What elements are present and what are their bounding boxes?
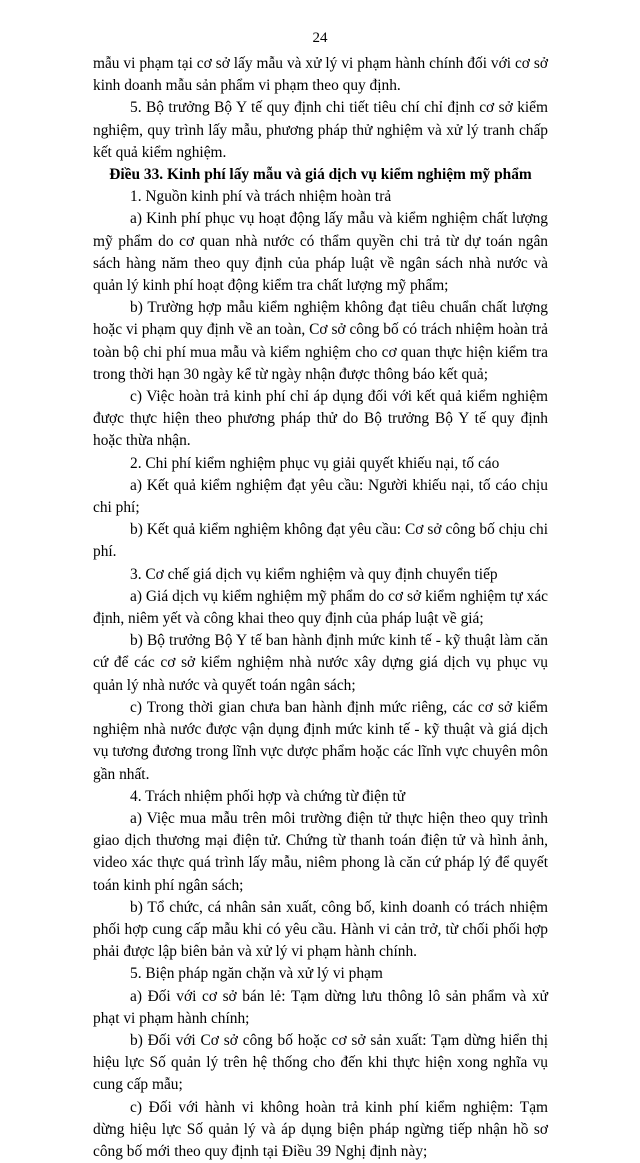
paragraph-4b: b) Tổ chức, cá nhân sản xuất, công bố, kinh doanh có trách nhiệm phối hợp cung cấp mẫu khi có yêu cầu. Hành vi cản trở, từ chối phối hợp phải được lập biên bản và xử lý vi phạm hành chính. (93, 898, 548, 961)
paragraph-5c: c) Đối với hành vi không hoàn trả kinh phí kiểm nghiệm: Tạm dừng hiệu lực Số quản lý và áp dụng biện pháp ngừng tiếp nhận hồ sơ công bố mới theo quy định tại Điều 39 Nghị định này; (93, 1098, 548, 1160)
paragraph-1b: b) Trường hợp mẫu kiểm nghiệm không đạt tiêu chuẩn chất lượng hoặc vi phạm quy định về an toàn, Cơ sở công bố có trách nhiệm hoàn trả toàn bộ chi phí mua mẫu và kiểm nghiệm cho cơ quan thực hiện kiểm tra trong thời hạn 30 ngày kể từ ngày nhận được thông báo kết quả; (93, 299, 548, 383)
paragraph-clause-5: 5. Bộ trưởng Bộ Y tế quy định chi tiết tiêu chí chỉ định cơ sở kiểm nghiệm, quy trình lấy mẫu, phương pháp thử nghiệm và xử lý tranh chấp kết quả kiểm nghiệm. (93, 99, 548, 161)
paragraph-1c: c) Việc hoàn trả kinh phí chỉ áp dụng đối với kết quả kiểm nghiệm được thực hiện theo phương pháp thử do Bộ trưởng Bộ Y tế quy định hoặc thừa nhận. (93, 388, 548, 450)
paragraph-clause-5b: 5. Biện pháp ngăn chặn và xử lý vi phạm (130, 965, 383, 983)
article-33-heading: Điều 33. Kinh phí lấy mẫu và giá dịch vụ kiểm nghiệm mỹ phẩm (109, 166, 532, 184)
paragraph-3c: c) Trong thời gian chưa ban hành định mức riêng, các cơ sở kiểm nghiệm nhà nước được vận dụng định mức kinh tế - kỹ thuật và giá dịch vụ tương đương trong lĩnh vực dược phẩm hoặc các lĩnh vực chuyên môn gần nhất. (93, 698, 548, 783)
paragraph-5b: b) Đối với Cơ sở công bố hoặc cơ sở sản xuất: Tạm dừng hiển thị hiệu lực Số quản lý trên hệ thống cho đến khi thực hiện xong nghĩa vụ cung cấp mẫu; (93, 1031, 548, 1094)
paragraph-clause-2: 2. Chi phí kiểm nghiệm phục vụ giải quyết khiếu nại, tố cáo (130, 454, 500, 472)
paragraph-clause-1: 1. Nguồn kinh phí và trách nhiệm hoàn trả (130, 188, 392, 206)
document-body (93, 53, 548, 1163)
paragraph-4a: a) Việc mua mẫu trên môi trường điện tử thực hiện theo quy trình giao dịch thương mại điện tử. Chứng từ thanh toán điện tử và hình ảnh, video xác thực quá trình lấy mẫu, niêm phong là căn cứ pháp lý để quyết toán kinh phí ngân sách; (93, 809, 548, 894)
paragraph-3a: a) Giá dịch vụ kiểm nghiệm mỹ phẩm do cơ sở kiểm nghiệm tự xác định, niêm yết và công khai theo quy định của pháp luật về giá; (93, 587, 548, 628)
paragraph-clause-3: 3. Cơ chế giá dịch vụ kiểm nghiệm và quy định chuyển tiếp (130, 565, 498, 583)
page-number: 24 (312, 30, 328, 46)
paragraph-3b: b) Bộ trưởng Bộ Y tế ban hành định mức kinh tế - kỹ thuật làm căn cứ để các cơ sở kiểm nghiệm nhà nước xây dựng giá dịch vụ phục vụ quản lý nhà nước và quyết toán ngân sách; (93, 632, 548, 694)
paragraph-1a: a) Kinh phí phục vụ hoạt động lấy mẫu và kiểm nghiệm chất lượng mỹ phẩm do cơ quan nhà nước có thẩm quyền chi trả từ dự toán ngân sách hàng năm theo quy định của pháp luật về ngân sách nhà nước và quản lý kinh phí hoạt động kiểm tra chất lượng mỹ phẩm; (93, 210, 548, 295)
paragraph-clause-4: 4. Trách nhiệm phối hợp và chứng từ điện tử (130, 787, 406, 805)
paragraph-2a: a) Kết quả kiểm nghiệm đạt yêu cầu: Người khiếu nại, tố cáo chịu chi phí; (93, 476, 548, 517)
paragraph-2b: b) Kết quả kiểm nghiệm không đạt yêu cầu: Cơ sở công bố chịu chi phí. (93, 521, 548, 561)
paragraph-5a: a) Đối với cơ sở bán lẻ: Tạm dừng lưu thông lô sản phẩm và xử phạt vi phạm hành chính; (93, 987, 548, 1027)
paragraph-continuation: mẫu vi phạm tại cơ sở lấy mẫu và xử lý vi phạm hành chính đối với cơ sở kinh doanh mẫu sản phẩm vi phạm theo quy định. (93, 55, 548, 95)
